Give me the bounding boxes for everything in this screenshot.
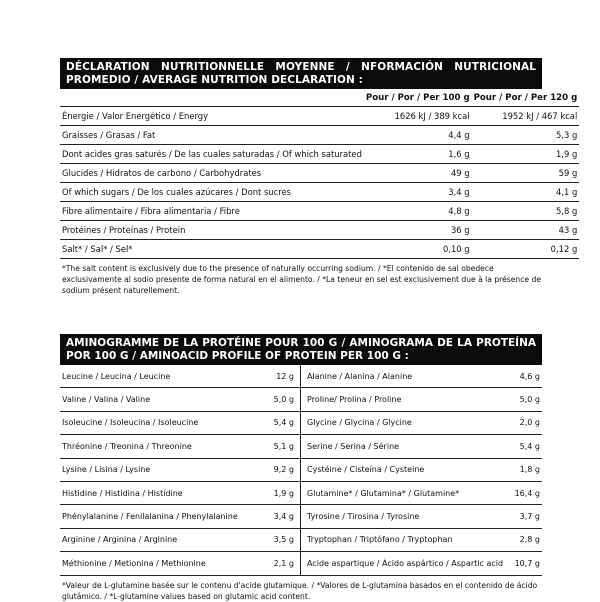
table-row: [60, 552, 542, 575]
value-120g: 4,1 g: [472, 183, 580, 202]
amino-value: 4,6 g: [505, 365, 542, 388]
amino-name: Acide aspartique / Ácido aspártico / Aspartic acid: [301, 552, 506, 575]
table-row: [60, 145, 579, 164]
amino-value: 3,7 g: [505, 505, 542, 528]
table-row: [60, 164, 579, 183]
value-120g: 1952 kJ / 467 kcal: [472, 107, 580, 126]
nutrient-label: Graisses / Grasas / Fat: [60, 126, 364, 145]
nutrition-table: [60, 89, 579, 259]
amino-name: Phénylalanine / Fenilalanina / Phenylalanine: [60, 505, 252, 528]
nutrition-header: DÉCLARATION NUTRITIONNELLE MOYENNE / NFORMACIÓN NUTRICIONAL PROMEDIO / AVERAGE NUTRITION DECLARATION :: [60, 58, 542, 89]
amino-value: 12 g: [252, 365, 301, 388]
amino-name: Isoleucine / Isoleucina / Isoleucine: [60, 411, 252, 434]
amino-header: AMINOGRAMME DE LA PROTÉINE POUR 100 G / AMINOGRAMA DE LA PROTEÍNA POR 100 G / AMINOACID PROFILE OF PROTEIN PER 100 G :: [60, 334, 542, 365]
amino-name: Tyrosine / Tirosina / Tyrosine: [301, 505, 506, 528]
table-row: [60, 221, 579, 240]
amino-value: 10,7 g: [505, 552, 542, 575]
table-row: [60, 505, 542, 528]
amino-value: 1,9 g: [252, 481, 301, 504]
value-100g: 1626 kJ / 389 kcal: [364, 107, 472, 126]
value-120g: 59 g: [472, 164, 580, 183]
amino-name: Alanine / Alanina / Alanine: [301, 365, 506, 388]
amino-value: 9,2 g: [252, 458, 301, 481]
amino-value: 5,4 g: [505, 435, 542, 458]
amino-value: 5,0 g: [505, 388, 542, 411]
nutrient-label: Fibre alimentaire / Fibra alimentaria / Fibre: [60, 202, 364, 221]
nutrient-label: Dont acides gras saturés / De las cuales saturadas / Of which saturated: [60, 145, 364, 164]
amino-value: 2,8 g: [505, 528, 542, 551]
amino-name: Méthionine / Metionina / Methionine: [60, 552, 252, 575]
table-row: [60, 528, 542, 551]
amino-value: 3,5 g: [252, 528, 301, 551]
amino-name: Glutamine* / Glutamina* / Glutamine*: [301, 481, 506, 504]
value-100g: 4,4 g: [364, 126, 472, 145]
amino-name: Thréonine / Treonina / Threonine: [60, 435, 252, 458]
table-row: [60, 202, 579, 221]
value-100g: 3,4 g: [364, 183, 472, 202]
table-row: [60, 365, 542, 388]
col-per-120g: Pour / Por / Per 120 g: [472, 89, 580, 107]
amino-table: [60, 365, 542, 576]
nutrient-label: Énergie / Valor Energético / Energy: [60, 107, 364, 126]
nutrient-label: Glucides / Hidratos de carbono / Carbohydrates: [60, 164, 364, 183]
amino-value: 3,4 g: [252, 505, 301, 528]
value-120g: 43 g: [472, 221, 580, 240]
value-100g: 36 g: [364, 221, 472, 240]
amino-name: Serine / Serina / Sérine: [301, 435, 506, 458]
amino-value: 5,0 g: [252, 388, 301, 411]
table-row: [60, 458, 542, 481]
nutrient-label: Of which sugars / De los cuales azúcares / Dont sucres: [60, 183, 364, 202]
amino-name: Valine / Valina / Valine: [60, 388, 252, 411]
value-100g: 1,6 g: [364, 145, 472, 164]
amino-value: 1,8 g: [505, 458, 542, 481]
table-row: [60, 126, 579, 145]
amino-name: Proline/ Prolina / Proline: [301, 388, 506, 411]
value-120g: 5,8 g: [472, 202, 580, 221]
table-row: [60, 240, 579, 259]
label-panel: [60, 58, 578, 602]
table-row: [60, 411, 542, 434]
amino-value: 2,1 g: [252, 552, 301, 575]
amino-value: 5,1 g: [252, 435, 301, 458]
amino-value: 5,4 g: [252, 411, 301, 434]
value-120g: 5,3 g: [472, 126, 580, 145]
amino-name: Histidine / Histidina / Histidine: [60, 481, 252, 504]
value-100g: 4,8 g: [364, 202, 472, 221]
table-row: [60, 435, 542, 458]
nutrient-label: Salt* / Sal* / Sel*: [60, 240, 364, 259]
nutrition-column-headers: [60, 89, 579, 107]
value-100g: 0,10 g: [364, 240, 472, 259]
value-100g: 49 g: [364, 164, 472, 183]
table-row: [60, 481, 542, 504]
amino-value: 2,0 g: [505, 411, 542, 434]
amino-name: Leucine / Leucina / Leucine: [60, 365, 252, 388]
empty-header-cell: [60, 89, 364, 107]
nutrient-label: Protéines / Proteínas / Protein: [60, 221, 364, 240]
amino-name: Tryptophan / Triptófano / Tryptophan: [301, 528, 506, 551]
col-per-100g: Pour / Por / Per 100 g: [364, 89, 472, 107]
value-120g: 1,9 g: [472, 145, 580, 164]
table-row: [60, 183, 579, 202]
amino-value: 16,4 g: [505, 481, 542, 504]
amino-name: Glycine / Glycina / Glycine: [301, 411, 506, 434]
amino-name: Lysine / Lisina / Lysine: [60, 458, 252, 481]
value-120g: 0,12 g: [472, 240, 580, 259]
table-row: [60, 388, 542, 411]
table-row: [60, 107, 579, 126]
glutamine-footnote: *Valeur de L-glutamine basée sur le contenu d'acide glutamique. / *Valores de L-glutamina basados en el contenido de ácido glutámico. / *L-glutamine values based on glutamic acid content.: [62, 580, 538, 601]
salt-footnote: *The salt content is exclusively due to the presence of naturally occurring sodium. / *El contenido de sal obedece exclusivamente al sodio presente de forma natural en el alimento. / *La teneur en sel est exclusivement due à la présence de sodium présent naturellement.: [62, 264, 542, 295]
amino-name: Arginine / Arginina / Arginine: [60, 528, 252, 551]
amino-name: Cystéine / Cisteína / Cysteine: [301, 458, 506, 481]
